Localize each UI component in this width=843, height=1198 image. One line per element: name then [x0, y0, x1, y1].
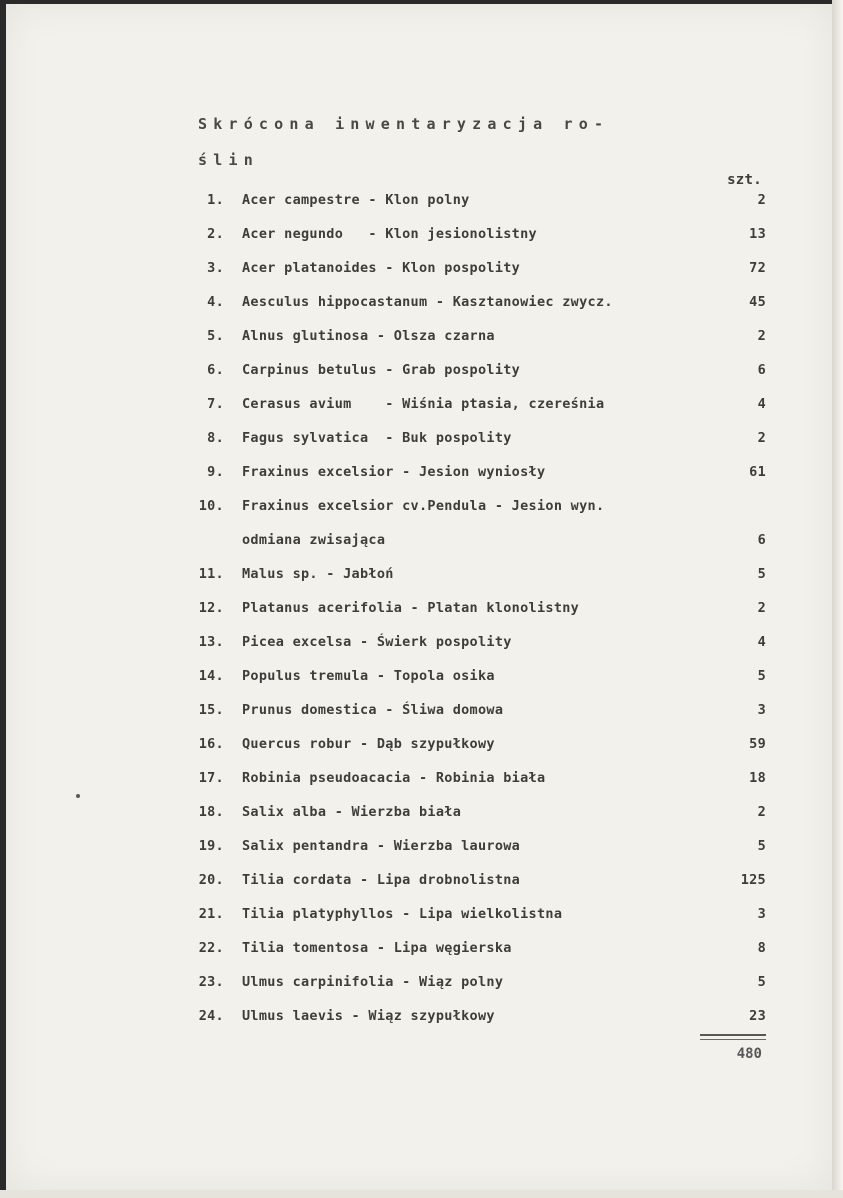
item-quantity: 4	[757, 634, 766, 650]
list-item	[190, 626, 770, 660]
item-quantity: 18	[749, 770, 766, 786]
item-name: Acer negundo - Klon jesionolistny	[242, 226, 537, 242]
list-item	[190, 490, 770, 524]
item-quantity: 125	[740, 872, 766, 888]
item-number: 9.	[207, 464, 224, 480]
item-name: Malus sp. - Jabłoń	[242, 566, 394, 582]
item-name: Populus tremula - Topola osika	[242, 668, 495, 684]
item-number: 18.	[198, 804, 224, 820]
item-number: 8.	[207, 430, 224, 446]
item-name: Ulmus laevis - Wiąz szypułkowy	[242, 1008, 495, 1024]
item-number: 17.	[198, 770, 224, 786]
list-item	[190, 524, 770, 558]
item-quantity: 59	[749, 736, 766, 752]
item-name: Alnus glutinosa - Olsza czarna	[242, 328, 495, 344]
list-item	[190, 694, 770, 728]
item-name: Ulmus carpinifolia - Wiąz polny	[242, 974, 504, 990]
item-name: Picea excelsa - Świerk pospolity	[242, 634, 512, 650]
item-number: 13.	[198, 634, 224, 650]
item-number: 24.	[198, 1008, 224, 1024]
item-name: Aesculus hippocastanum - Kasztanowiec zwycz.	[242, 294, 613, 310]
item-name: Carpinus betulus - Grab pospolity	[242, 362, 521, 378]
item-name: Fagus sylvatica - Buk pospolity	[242, 430, 512, 446]
item-quantity: 72	[749, 260, 766, 276]
item-quantity: 61	[749, 464, 766, 480]
list-item	[190, 898, 770, 932]
item-number: 10.	[198, 498, 224, 514]
list-item	[190, 1000, 770, 1034]
item-name: Robinia pseudoacacia - Robinia biała	[242, 770, 546, 786]
list-item	[190, 558, 770, 592]
paper-edge-right	[832, 0, 843, 1198]
item-quantity: 2	[757, 430, 766, 446]
item-number: 14.	[198, 668, 224, 684]
item-number: 7.	[207, 396, 224, 412]
item-number: 21.	[198, 906, 224, 922]
item-number: 5.	[207, 328, 224, 344]
item-name: Cerasus avium - Wiśnia ptasia, czereśnia	[242, 396, 605, 412]
paper-speck	[76, 794, 80, 798]
item-name: odmiana zwisająca	[242, 532, 386, 548]
item-number: 1.	[207, 192, 224, 208]
item-name: Salix alba - Wierzba biała	[242, 804, 462, 820]
item-number: 15.	[198, 702, 224, 718]
item-number: 2.	[207, 226, 224, 242]
list-item	[190, 796, 770, 830]
paper-sheet	[6, 4, 832, 1190]
list-item	[190, 456, 770, 490]
title-line-2: ślin	[198, 151, 259, 169]
item-quantity: 2	[757, 804, 766, 820]
document-title	[198, 106, 768, 178]
list-item	[190, 660, 770, 694]
list-item	[190, 218, 770, 252]
item-name: Salix pentandra - Wierzba laurowa	[242, 838, 521, 854]
list-item	[190, 728, 770, 762]
list-item	[190, 592, 770, 626]
item-number: 3.	[207, 260, 224, 276]
item-quantity: 6	[757, 362, 766, 378]
item-number: 19.	[198, 838, 224, 854]
item-number: 16.	[198, 736, 224, 752]
item-quantity: 3	[757, 702, 766, 718]
item-quantity: 2	[757, 600, 766, 616]
item-number: 11.	[198, 566, 224, 582]
item-number: 23.	[198, 974, 224, 990]
paper-edge-bottom	[0, 1190, 843, 1198]
item-name: Tilia cordata - Lipa drobnolistna	[242, 872, 521, 888]
list-item	[190, 762, 770, 796]
item-name: Tilia tomentosa - Lipa węgierska	[242, 940, 512, 956]
list-item	[190, 320, 770, 354]
item-name: Platanus acerifolia - Platan klonolistny	[242, 600, 580, 616]
list-item	[190, 286, 770, 320]
list-item	[190, 966, 770, 1000]
item-quantity: 13	[749, 226, 766, 242]
item-quantity: 3	[757, 906, 766, 922]
item-name: Fraxinus excelsior - Jesion wyniosły	[242, 464, 546, 480]
list-item	[190, 864, 770, 898]
item-quantity: 4	[757, 396, 766, 412]
item-quantity: 23	[749, 1008, 766, 1024]
total-rule	[700, 1034, 766, 1040]
list-item	[190, 830, 770, 864]
item-name: Acer platanoides - Klon pospolity	[242, 260, 521, 276]
item-quantity: 5	[757, 974, 766, 990]
list-item	[190, 932, 770, 966]
item-quantity: 2	[757, 328, 766, 344]
item-name: Acer campestre - Klon polny	[242, 192, 470, 208]
item-quantity: 6	[757, 532, 766, 548]
item-quantity: 5	[757, 668, 766, 684]
item-quantity: 5	[757, 838, 766, 854]
item-number: 22.	[198, 940, 224, 956]
unit-header: szt.	[727, 172, 762, 188]
item-name: Prunus domestica - Śliwa domowa	[242, 702, 504, 718]
item-number: 20.	[198, 872, 224, 888]
item-name: Tilia platyphyllos - Lipa wielkolistna	[242, 906, 563, 922]
item-number: 4.	[207, 294, 224, 310]
item-number: 12.	[198, 600, 224, 616]
list-item	[190, 388, 770, 422]
title-line-1: Skrócona inwentaryzacja ro-	[198, 115, 610, 133]
list-item	[190, 354, 770, 388]
total-count: 480	[736, 1046, 762, 1062]
list-item	[190, 252, 770, 286]
item-quantity: 45	[749, 294, 766, 310]
item-quantity: 2	[757, 192, 766, 208]
list-item	[190, 184, 770, 218]
plant-inventory-list	[190, 184, 770, 1034]
list-item	[190, 422, 770, 456]
item-quantity: 8	[757, 940, 766, 956]
item-quantity: 5	[757, 566, 766, 582]
item-name: Fraxinus excelsior cv.Pendula - Jesion wyn.	[242, 498, 605, 514]
item-number: 6.	[207, 362, 224, 378]
item-name: Quercus robur - Dąb szypułkowy	[242, 736, 495, 752]
